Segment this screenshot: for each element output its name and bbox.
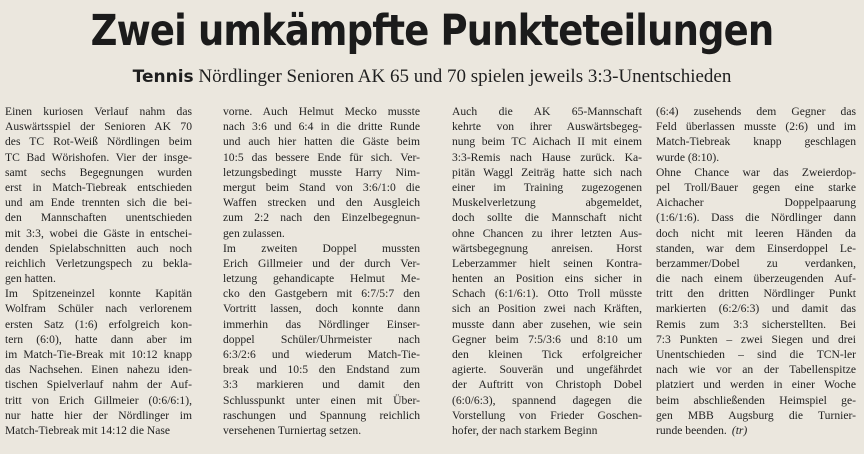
text-line: einer im Training zugezogenen	[452, 180, 642, 194]
text-line: Wolfram Schüler nach verlorenem	[5, 302, 192, 316]
text-line: nach 3:6 und 6:4 in die dritte Runde	[223, 120, 420, 134]
text-line: gen MBB Augsburg die Turnier-	[656, 408, 856, 422]
text-line: Erich Gillmeier und der durch Ver-	[223, 256, 420, 270]
text-line: Feld überlassen musste (2:6) und im	[656, 120, 856, 134]
text-line: gen zulassen.	[223, 226, 285, 240]
text-line: ersten Satz (1:6) erfolgreich kon-	[5, 317, 192, 331]
text-line: tern (6:0), hatte dann aber im	[5, 332, 192, 346]
text-line: 3:3-Remis nach Hause zurück. Ka-	[452, 150, 642, 164]
text-line: TC Bad Wörishofen. Vier der insge-	[5, 150, 192, 164]
text-line: reichlich Verletzungspech zu bekla-	[5, 256, 192, 270]
text-line: der Auftritt von Christoph Dobel	[452, 378, 642, 392]
text-line: Ohne Chance war das Zweierdop-	[656, 165, 856, 179]
text-line: Schlusspunkt unter einen mit Über-	[223, 393, 420, 407]
text-line: versehenen Turniertag setzen.	[223, 423, 362, 437]
text-line: das Nachsehen. Einen nahezu iden-	[5, 363, 192, 377]
text-line: platziert und werden in einer Woche	[656, 378, 856, 392]
text-line: standen, war dem Einserdoppel Le-	[656, 241, 856, 255]
text-line: Vortritt lassen, doch konnte dann	[223, 302, 420, 316]
text-line: gen hatten.	[5, 272, 56, 286]
text-line: immerhin das Nördlinger Einser-	[223, 317, 420, 331]
text-line: die nach einem überzeugenden Auf-	[656, 272, 856, 286]
text-line: (1:6/1:6). Dass die Nördlinger dann	[656, 211, 856, 225]
text-line: 10:5 das bessere Ende für sich. Ver-	[223, 150, 420, 164]
text-line: markierten (6:2/6:3) und damit das	[656, 302, 856, 316]
text-line: doch nicht mit leeren Händen da	[656, 226, 856, 240]
text-line: beim abschließenden Heimspiel ge-	[656, 393, 856, 407]
text-line: 3:3 markieren und damit den	[223, 378, 420, 392]
text-line: berzammer/Dobel zu verdanken,	[656, 256, 856, 270]
text-line: 6:3/2:6 und wiederum Match-Tie-	[223, 348, 420, 361]
text-line: henten an Position eins sicher in	[452, 272, 642, 286]
text-line: ohne Chancen zu ihrer letzten Aus-	[452, 226, 642, 240]
article-column-4	[656, 104, 856, 438]
author-tag: (tr)	[731, 423, 748, 437]
text-line: tischen Spielverlauf nahm der Auf-	[5, 378, 192, 392]
text-line: letzungsbedingt musste Harry Nim-	[223, 165, 420, 179]
text-line: agierte. Souverän und ungefährdet	[452, 363, 642, 377]
text-line: denden Spielabschnitten auch noch	[5, 241, 192, 255]
text-line: Waffen strecken und den Ausgleich	[223, 196, 420, 210]
text-line: (6:4) zusehends dem Gegner das	[656, 105, 856, 118]
text-line: erst in Match-Tiebreak entschieden	[5, 180, 192, 194]
text-line: Match-Tiebreak mit 14:12 die Nase	[5, 423, 171, 437]
text-line: Im Spitzeneinzel konnte Kapitän	[5, 287, 192, 301]
text-line: Muskelverletzung abgemeldet,	[452, 196, 642, 210]
text-line: und am Ende trennten sich die bei-	[5, 196, 192, 210]
text-line: Auswärtsspiel der Senioren AK 70	[5, 120, 192, 134]
text-line: Vorstellung von Frieder Goschen-	[452, 408, 642, 422]
text-line: Schach (6:1/6:1). Otto Troll müsste	[452, 287, 642, 301]
text-line: Unentschieden – sind die TCN-ler	[656, 348, 856, 361]
text-line: wärtsbegegnung anreisen. Horst	[452, 241, 642, 255]
text-line: hofer, der nach starkem Beginn	[452, 423, 598, 437]
text-line: pitän Waggl Zeiträg hatte sich nach	[452, 165, 642, 179]
text-line: mit 3:3, wobei die Gäste in entschei-	[5, 226, 192, 240]
text-line: nung beim TC Aichach II mit einem	[452, 135, 642, 149]
article-column-3	[452, 104, 642, 438]
text-line: kehrte von ihrer Auswärtsbegeg-	[452, 120, 642, 134]
kicker: Tennis	[132, 67, 194, 87]
text-line: Leberzammer hielt seinen Kontra-	[452, 256, 642, 270]
text-line: Gegner beim 7:5/3:6 und 8:10 um	[452, 332, 642, 346]
text-line: Remis zum 3:3 sicherstellten. Bei	[656, 317, 856, 331]
text-line: letzung gehandicapte Helmut Me-	[223, 272, 420, 286]
text-line: wurde (8:10).	[656, 150, 720, 164]
text-line: Im zweiten Doppel mussten	[223, 241, 420, 255]
text-line: 7:3 Punkten – zwei Siegen und drei	[656, 332, 856, 346]
text-line: pel Troll/Bauer gegen eine starke	[656, 180, 856, 194]
article-column-2	[223, 104, 420, 438]
text-line: mergut beim Stand von 3:6/1:0 die	[223, 180, 420, 194]
text-line: runde beenden. (tr)	[656, 423, 748, 437]
text-line: Auch die AK 65-Mannschaft	[452, 105, 642, 118]
text-line: musste dann aber zusehen, wie sein	[452, 317, 642, 331]
text-line: vorne. Auch Helmut Mecko musste	[223, 105, 420, 118]
text-line: (6:0/6:3), spannend dagegen die	[452, 393, 642, 407]
text-line: und auch hier hatten die Gäste beim	[223, 135, 420, 149]
text-line: zum 2:2 nach den Einzelbegegnun-	[223, 211, 420, 225]
text-line: break und 10:5 den Endstand zum	[223, 363, 420, 377]
text-line: cko den Gastgebern mit 6:7/5:7 den	[223, 287, 420, 301]
subheadline-row	[0, 64, 864, 90]
text-line: nach wie vor an der Tabellenspitze	[656, 363, 856, 377]
text-line: nur hatte hier der Nördlinger im	[5, 408, 192, 422]
text-line: sich an Position zwei nach Kräften,	[452, 302, 642, 316]
article-column-1	[5, 104, 192, 438]
text-line: den Mannschaften unentschieden	[5, 211, 192, 225]
headline: Zwei umkämpfte Punkteteilungen	[90, 6, 774, 56]
text-line: den kleinen Tick erfolgreicher	[452, 348, 642, 361]
text-line: Match-Tiebreak knapp geschlagen	[656, 135, 856, 149]
text-line: samt sechs Begegnungen wurden	[5, 165, 192, 179]
text-line: Aichacher Doppelpaarung	[656, 196, 856, 210]
text-line: doppel Schüler/Uhrmeister nach	[223, 332, 420, 346]
text-line: tritt den dritten Nördlinger Punkt	[656, 287, 856, 301]
text-line: doch sollte die Mannschaft nicht	[452, 211, 642, 225]
text-line: tritt von Erich Gillmeier (0:6/6:1),	[5, 393, 192, 407]
subheadline: Nördlinger Senioren AK 65 und 70 spielen jeweils 3:3-Unentschieden	[198, 66, 732, 87]
text-line: im Match-Tie-Break mit 10:12 knapp	[5, 348, 192, 361]
text-line: Einen kuriosen Verlauf nahm das	[5, 105, 192, 118]
text-line: des TC Rot-Weiß Nördlingen beim	[5, 135, 192, 149]
text-line: raschungen und Spannung reichlich	[223, 408, 420, 422]
